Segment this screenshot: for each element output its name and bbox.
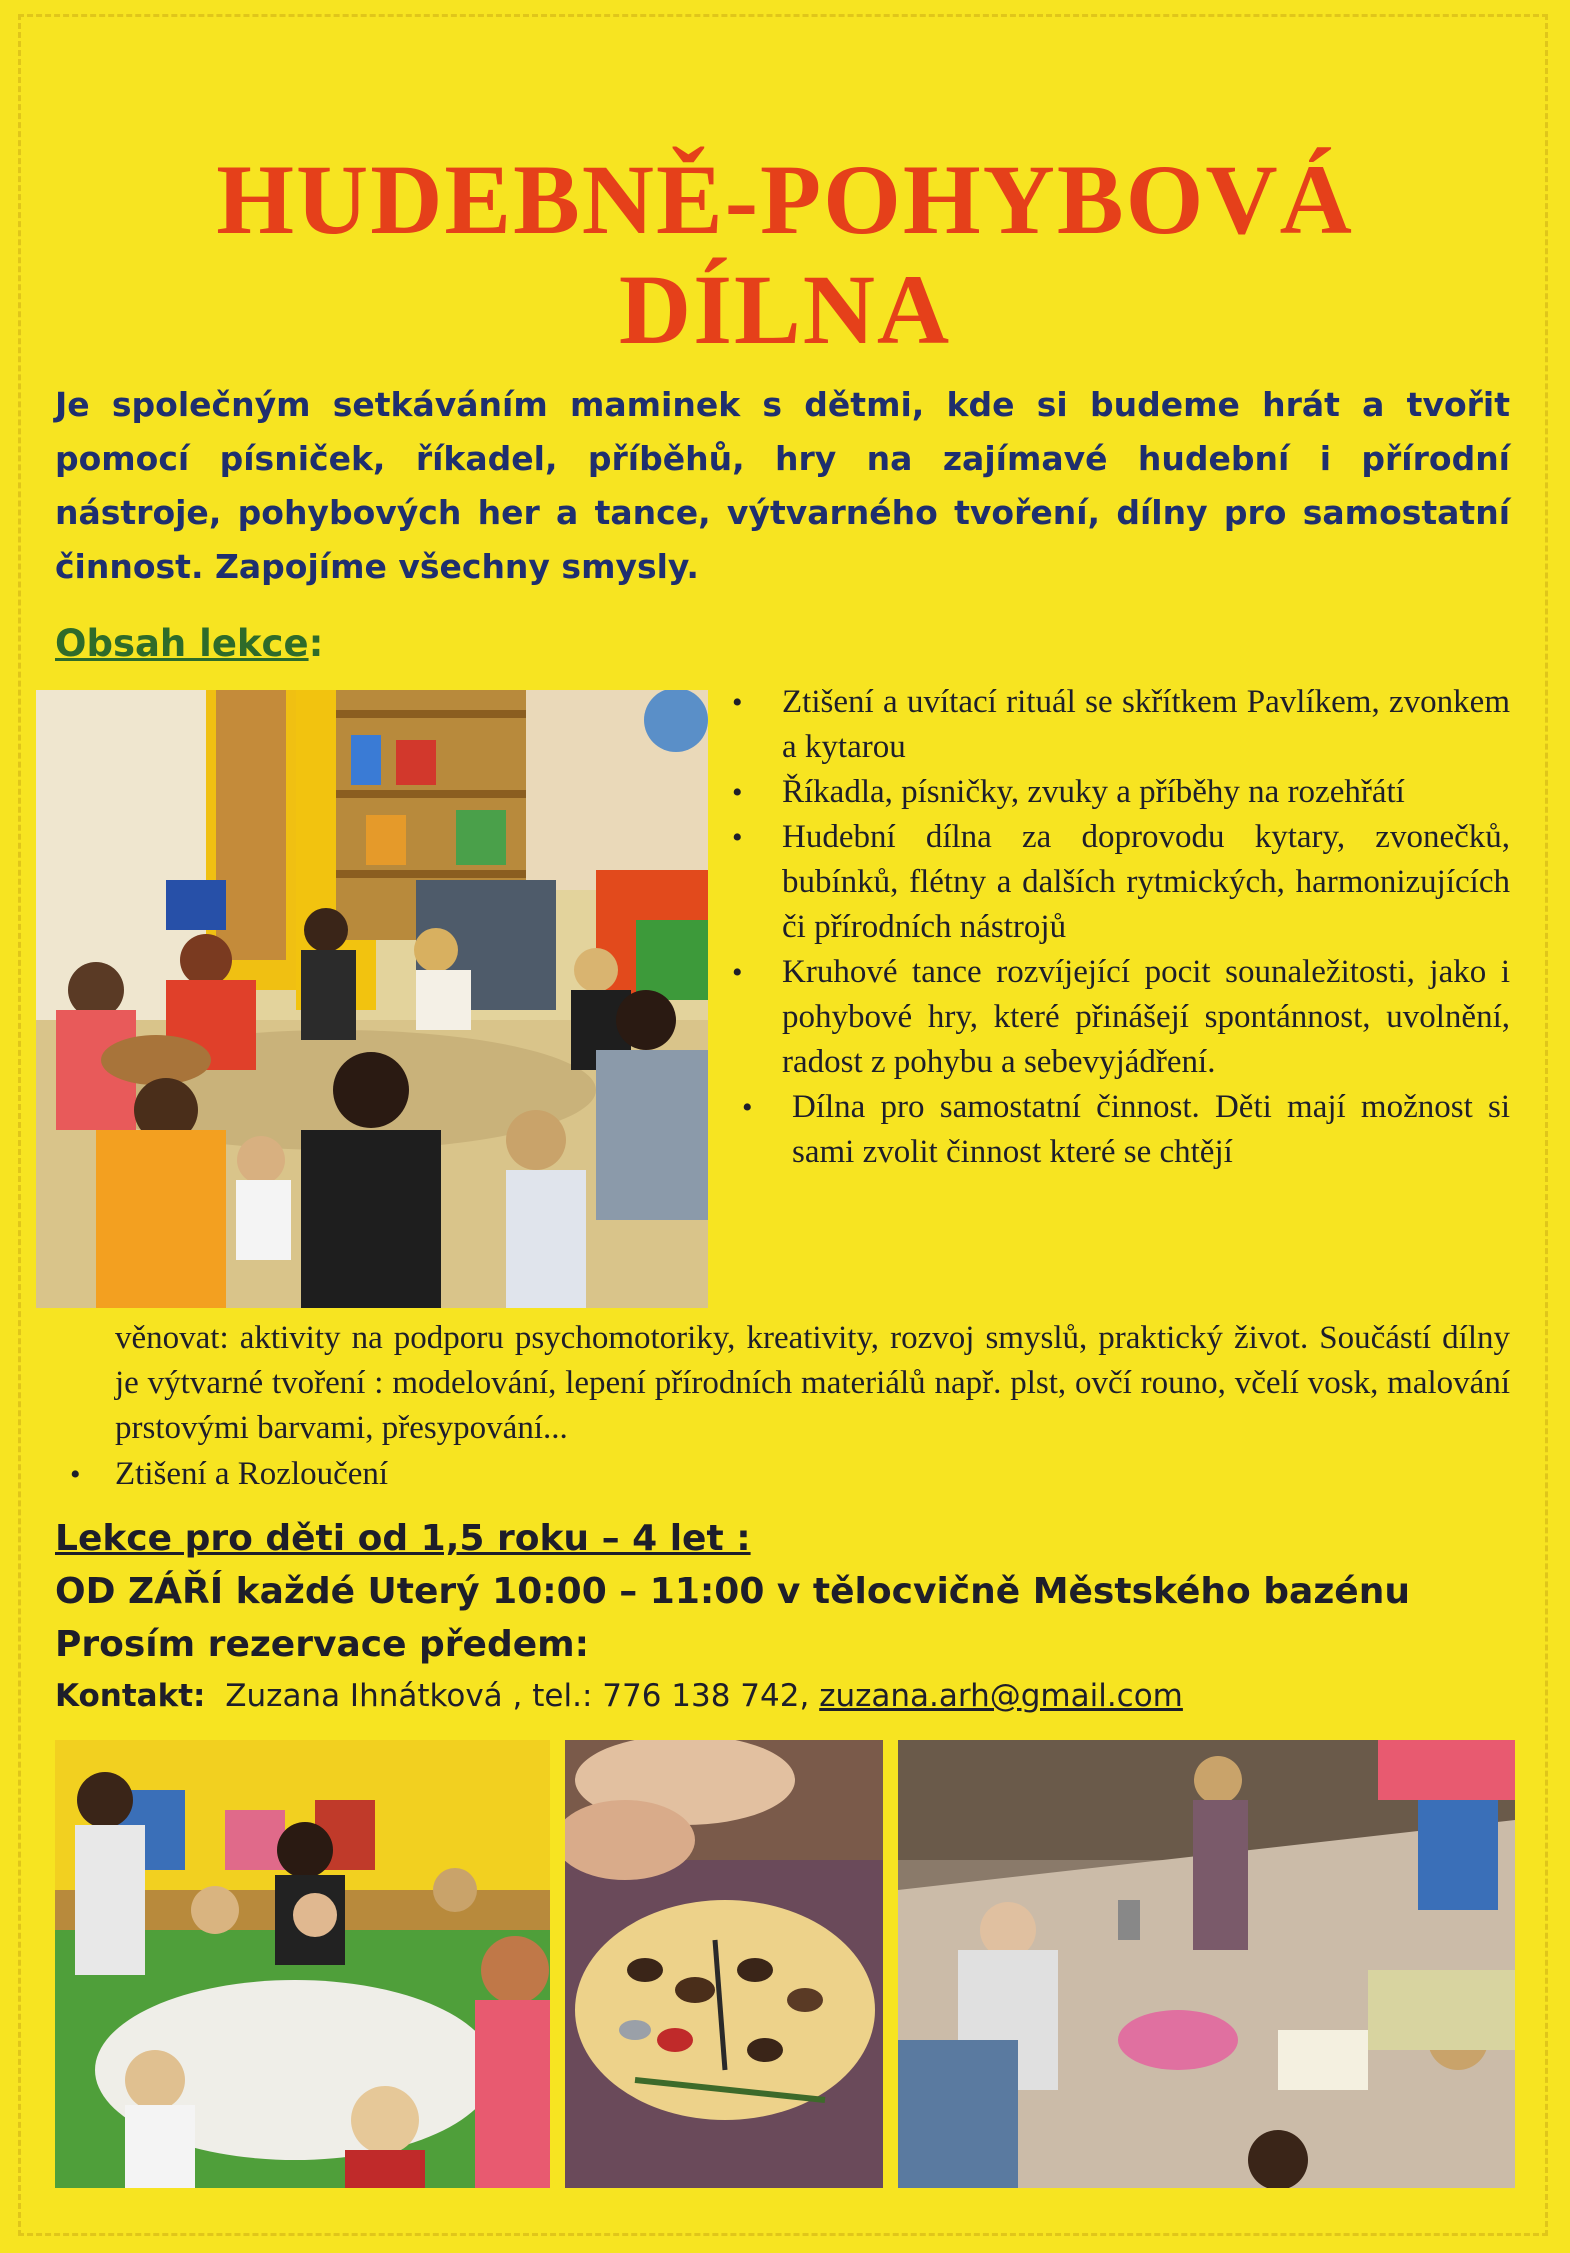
content-heading-colon: : xyxy=(308,622,324,665)
bottom-photo-parachute-play xyxy=(55,1740,550,2188)
bullet-icon: • xyxy=(732,776,743,809)
bullet-icon: • xyxy=(732,956,743,989)
age-heading: Lekce pro děti od 1,5 roku – 4 let : xyxy=(55,1518,751,1559)
lesson-item-continuation: věnovat: aktivity na podporu psychomotoriky, kreativity, rozvoj smyslů, praktický život. Součástí dílny je výtvarné tvoření : modelování, lepení přírodních materiálů např. plst, ovčí rouno, včelí vosk, malování prstovými barvami, přesypování... xyxy=(115,1320,1510,1446)
lesson-item-text: Kruhové tance rozvíjející pocit sounaležitosti, jako i pohybové hry, které přinášejí spontánnost, uvolnění, radost z pohybu a sebevyjádření. xyxy=(782,954,1510,1080)
lesson-item-text: Dílna pro samostatní činnost. Děti mají možnost si sami zvolit činnost které se chtějí xyxy=(792,1089,1510,1170)
lesson-item xyxy=(732,815,1510,950)
lesson-item-text: Ztišení a uvítací rituál se skřítkem Pavlíkem, zvonkem a kytarou xyxy=(782,684,1510,765)
bullet-icon: • xyxy=(742,1091,753,1124)
title-line-1: HUDEBNĚ-POHYBOVÁ xyxy=(216,144,1354,255)
bottom-photo-free-activity xyxy=(898,1740,1515,2188)
contact-phone: , tel.: 776 138 742, xyxy=(512,1678,810,1714)
content-heading xyxy=(55,622,323,665)
lesson-item-text: Říkadla, písničky, zvuky a příběhy na rozehřátí xyxy=(782,774,1405,810)
bullet-icon: • xyxy=(70,1458,81,1491)
lesson-item xyxy=(742,1085,1510,1175)
lesson-item-text: Ztišení a Rozloučení xyxy=(115,1456,389,1492)
contact-label: Kontakt: xyxy=(55,1678,206,1714)
bottom-photo-1-illustration xyxy=(55,1740,550,2188)
contact-name: Zuzana Ihnátková xyxy=(225,1678,503,1714)
bottom-photo-natural-materials xyxy=(565,1740,883,2188)
bottom-photo-2-illustration xyxy=(565,1740,883,2188)
content-heading-text: Obsah lekce xyxy=(55,622,309,665)
bottom-photo-3-illustration xyxy=(898,1740,1515,2188)
intro-paragraph: Je společným setkáváním maminek s dětmi, kde si budeme hrát a tvořit pomocí písniček, říkadel, příběhů, hry na zajímavé hudební i přírodní nástroje, pohybových her a tance, výtvarného tvoření, dílny pro samostatní činnost. Zapojíme všechny smysly. xyxy=(55,385,1510,586)
lesson-item xyxy=(732,680,1510,770)
lesson-item-text: Hudební dílna za doprovodu kytary, zvonečků, bubínků, flétny a dalších rytmických, harmonizujících či přírodních nástrojů xyxy=(782,819,1510,945)
contact-line xyxy=(55,1678,1183,1714)
lesson-list xyxy=(732,680,1510,1175)
lesson-item-last xyxy=(70,1452,915,1497)
lesson-item xyxy=(732,770,1510,815)
schedule-line: OD ZÁŘÍ každé Uterý 10:00 – 11:00 v tělocvičně Městského bazénu xyxy=(55,1571,1410,1612)
bullet-icon: • xyxy=(732,821,743,854)
main-photo-circle-activity xyxy=(36,690,708,1308)
bullet-icon: • xyxy=(732,686,743,719)
main-photo-illustration xyxy=(36,690,708,1308)
reservation-line: Prosím rezervace předem: xyxy=(55,1624,590,1665)
lesson-item xyxy=(732,950,1510,1085)
title-line-2: DÍLNA xyxy=(618,254,952,365)
contact-email[interactable]: zuzana.arh@gmail.com xyxy=(819,1678,1183,1714)
